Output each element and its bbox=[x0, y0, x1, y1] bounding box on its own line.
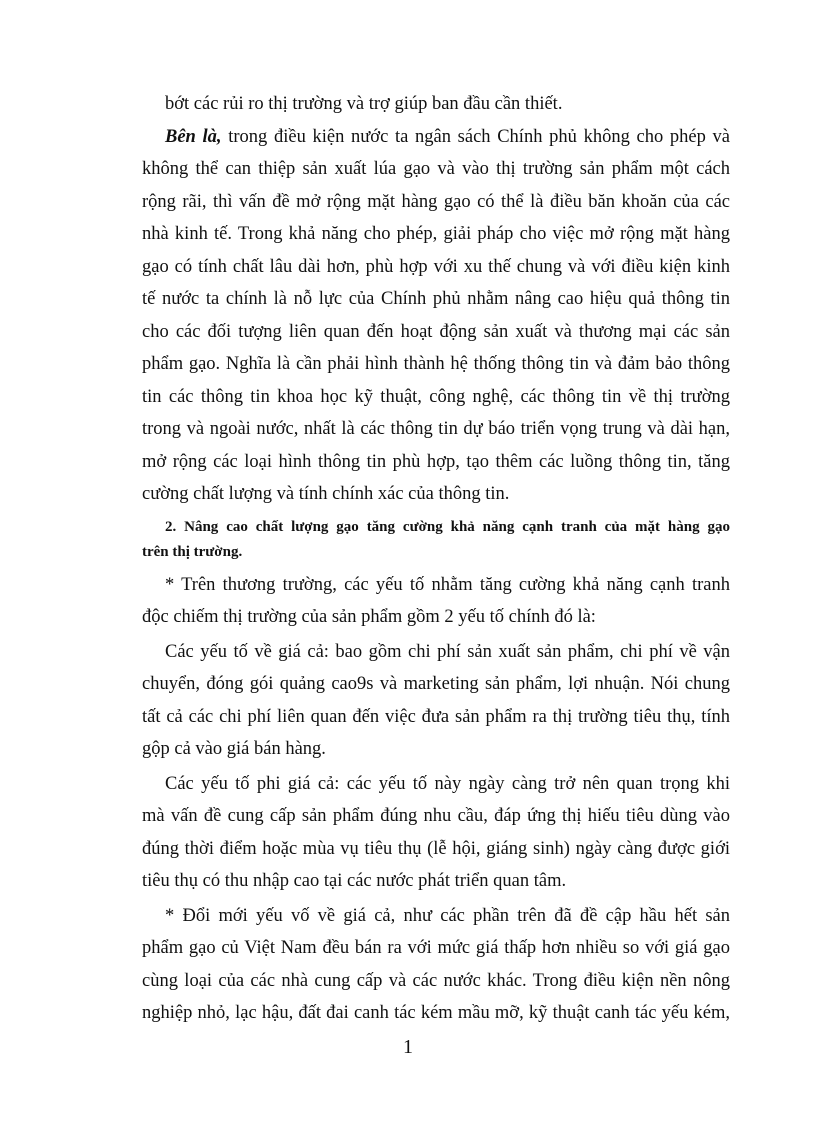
section-heading bbox=[142, 515, 730, 565]
text-line: tiêu thụ có thu nhập cao tại các nước phát triển quan tâm. bbox=[142, 871, 567, 891]
text-line: phẩm gạo. Nghĩa là cần phải hình thành hệ thống thông tin và đảm bảo thông bbox=[142, 354, 730, 374]
paragraph-price-innovation bbox=[142, 900, 730, 1030]
paragraph-intro-continuation bbox=[142, 88, 730, 121]
paragraph-non-price-factors bbox=[142, 768, 730, 898]
paragraph-price-factors bbox=[142, 636, 730, 766]
text-line: cho các đối tượng liên quan đến hoạt động sản xuất và thương mại các sản bbox=[142, 321, 730, 342]
text-line: bớt các rủi ro thị trường và trợ giúp ban đầu cần thiết. bbox=[165, 94, 563, 114]
text-line: gộp cả vào giá bán hàng. bbox=[142, 739, 326, 759]
text-line: * Đổi mới yếu vố về giá cả, như các phần trên đã đề cập hầu hết sản bbox=[165, 905, 730, 926]
page-number: 1 bbox=[403, 1036, 413, 1058]
text-line: mở rộng các loại hình thông tin phù hợp, tạo thêm các luồng thông tin, tăng bbox=[142, 451, 730, 472]
text-line: cùng loại của các nhà cung cấp và các nước khác. Trong điều kiện nền nông bbox=[142, 970, 730, 991]
text-line: * Trên thương trường, các yếu tố nhằm tăng cường khả năng cạnh tranh bbox=[165, 574, 730, 595]
text-line: không thể can thiệp sản xuất lúa gạo và vào thị trường sản phẩm một cách bbox=[142, 159, 730, 179]
text-line: nhà kinh tế. Trong khả năng cho phép, giải pháp cho việc mở rộng mặt hàng bbox=[142, 224, 730, 244]
text-line: cường chất lượng và tính chính xác của thông tin. bbox=[142, 484, 510, 504]
document-body bbox=[142, 88, 730, 1030]
text-line: phẩm gạo củ Việt Nam đều bán ra với mức giá thấp hơn nhiều so với giá gạo bbox=[142, 938, 730, 958]
text-line: chuyển, đóng gói quảng cao9s và marketing sản phẩm, lợi nhuận. Nói chung bbox=[142, 674, 730, 694]
text-line: tế nước ta chính là nỗ lực của Chính phủ nhằm nâng cao hiệu quả thông tin bbox=[142, 289, 730, 309]
paragraph-ben-la bbox=[142, 121, 730, 511]
paragraph-lead: Bên là, bbox=[165, 126, 222, 147]
text-line bbox=[142, 121, 730, 154]
text-line: Các yếu tố phi giá cả: các yếu tố này ngày càng trở nên quan trọng khi bbox=[165, 773, 730, 794]
text-line: Các yếu tố về giá cả: bao gồm chi phí sản xuất sản phẩm, chi phí về vận bbox=[165, 641, 730, 662]
heading-line: trên thị trường. bbox=[142, 543, 243, 560]
text-line: rộng rãi, thì vấn đề mở rộng mặt hàng gạo có thể là điều băn khoăn của các bbox=[142, 191, 730, 212]
text-line: mà vấn đề cung cấp sản phẩm đúng nhu cầu, đáp ứng thị hiếu tiêu dùng vào bbox=[142, 806, 730, 826]
text-line: trong và ngoài nước, nhất là các thông tin dự báo triển vọng trung và dài hạn, bbox=[142, 419, 730, 439]
paragraph-competition-factors bbox=[142, 569, 730, 634]
text-line: nghiệp nhỏ, lạc hậu, đất đai canh tác kém mầu mỡ, kỹ thuật canh tác yếu kém, bbox=[142, 1003, 730, 1023]
text-fragment: trong điều kiện nước ta ngân sách Chính phủ không cho phép và bbox=[221, 126, 730, 147]
text-line: đúng thời điểm hoặc mùa vụ tiêu thụ (lễ hội, giáng sinh) ngày càng được giới bbox=[142, 838, 730, 859]
text-line: tất cả các chi phí liên quan đến việc đưa sản phẩm ra thị trường tiêu thụ, tính bbox=[142, 706, 730, 727]
heading-line: 2. Nâng cao chất lượng gạo tăng cường khả năng cạnh tranh của mặt hàng gạo bbox=[165, 518, 730, 535]
text-line: tin các thông tin khoa học kỹ thuật, công nghệ, các thông tin về thị trường bbox=[142, 386, 730, 407]
text-line: độc chiếm thị trường của sản phẩm gồm 2 yếu tố chính đó là: bbox=[142, 607, 596, 627]
text-line: gạo có tính chất lâu dài hơn, phù hợp với xu thế chung và với điều kiện kinh bbox=[142, 256, 730, 277]
